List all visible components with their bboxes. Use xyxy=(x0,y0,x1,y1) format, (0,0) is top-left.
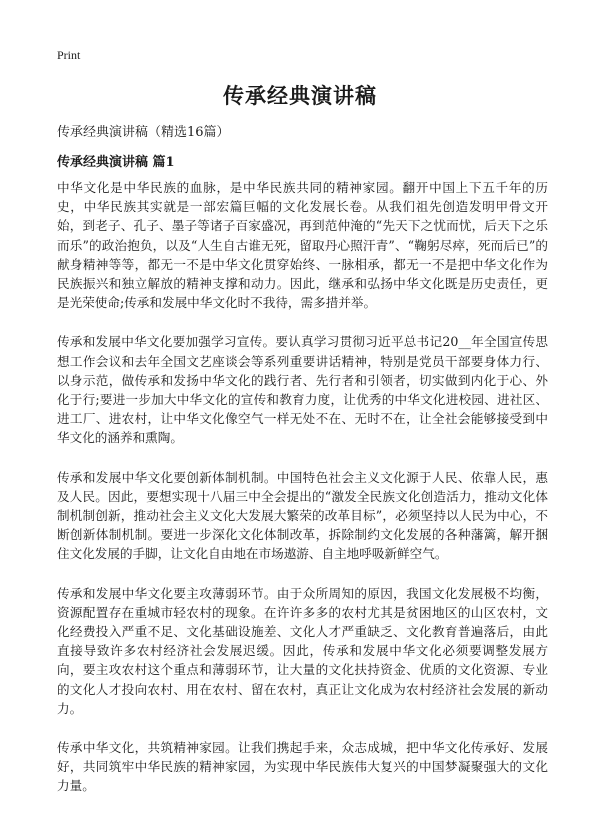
paragraph-3: 传承和发展中华文化要创新体制机制。中国特色社会主义文化源于人民、依靠人民，惠及人民。因此，要想实现十八届三中全会提出的“激发全民族文化创造活力，推动文化体制机制创新，推动社会主义文化大发展大繁荣的改革目标”，必须坚持以人民为中心，不断创新体制机制。要进一步深化文化体制改革，拆除制约文化发展的各种藩篱，解开捆住文化发展的手脚，让文化自由地在市场遨游、自主地呼吸新鲜空气。 xyxy=(57,469,548,562)
paragraph-5: 传承中华文化，共筑精神家园。让我们携起手来，众志成城，把中华文化传承好、发展好，共同筑牢中华民族的精神家园，为实现中华民族伟大复兴的中国梦凝聚强大的文化力量。 xyxy=(57,740,548,794)
paragraph-2: 传承和发展中华文化要加强学习宣传。要认真学习贯彻习近平总书记20__年全国宣传思想工作会议和去年全国文艺座谈会等系列重要讲话精神，特别是党员干部要身体力行、以身示范，做传承和发扬中华文化的践行者、先行者和引领者，切实做到内化于心、外化于行;要进一步加大中华文化的宣传和教育力度，让优秀的中华文化进校园、进社区、进工厂、进农村，让中华文化像空气一样无处不在、无时不在，让全社会能够接受到中华文化的涵养和熏陶。 xyxy=(57,334,548,446)
paragraph-1: 中华文化是中华民族的血脉，是中华民族共同的精神家园。翻开中国上下五千年的历史，中华民族其实就是一部宏篇巨幅的文化发展长卷。从我们祖先创造发明甲骨文开始，到老子、孔子、墨子等诸子百家盛况，再到范仲淹的“先天下之忧而忧，后天下之乐而乐”的政治抱负，以及“人生自古谁无死，留取丹心照汗青”、“鞠躬尽瘁，死而后已”的献身精神等等，都无一不是中华文化贯穿始终、一脉相承，都无一不是把中华文化作为民族振兴和独立解放的精神支撑和动力。因此，继承和弘扬中华文化既是历史责任，更是光荣使命;传承和发展中华文化时不我待，需多措并举。 xyxy=(57,180,548,311)
section-heading: 传承经典演讲稿 篇1 xyxy=(57,155,175,170)
page-title: 传承经典演讲稿 xyxy=(223,83,377,108)
paragraph-4: 传承和发展中华文化要主攻薄弱环节。由于众所周知的原因，我国文化发展极不均衡，资源配置存在重城市轻农村的现象。在许许多多的农村尤其是贫困地区的山区农村，文化经费投入严重不足、文化基础设施差、文化人才严重缺乏、文化教育普遍落后，由此直接导致许多农村经济社会发展迟缓。因此，传承和发展中华文化必须要调整发展方向，要主攻农村这个重点和薄弱环节，让大量的文化扶持资金、优质的文化资源、专业的文化人才投向农村、用在农村、留在农村，真正让文化成为农村经济社会发展的新动力。 xyxy=(57,585,548,716)
article-body xyxy=(57,178,548,816)
print-link[interactable]: Print xyxy=(57,48,81,62)
document-subtitle: 传承经典演讲稿（精选16篇） xyxy=(57,125,230,140)
